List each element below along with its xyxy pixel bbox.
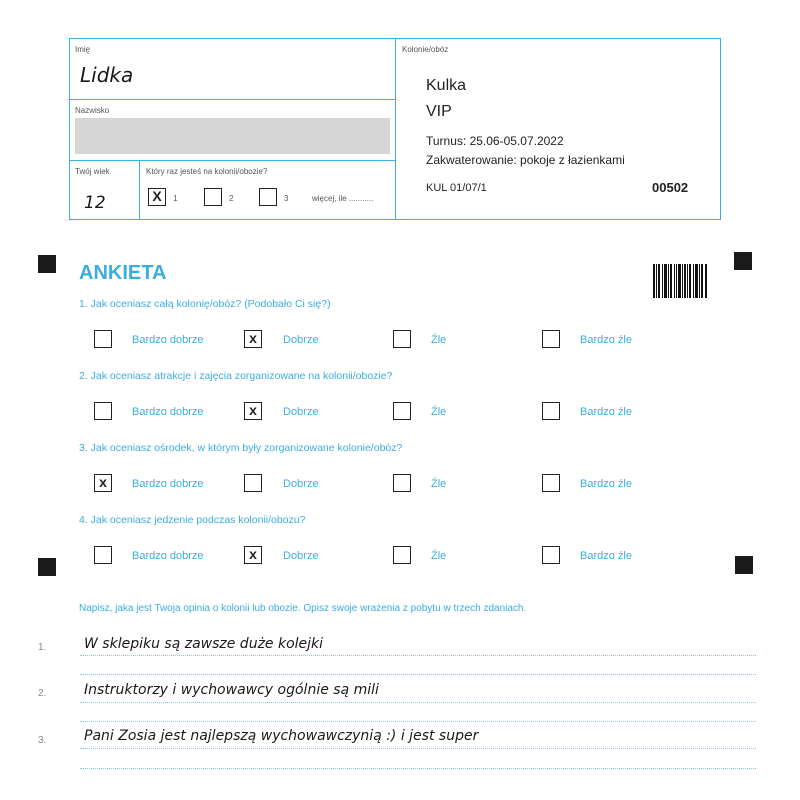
surname-label: Nazwisko bbox=[75, 106, 110, 115]
line-number: 1. bbox=[38, 642, 47, 653]
q3-option-good: Dobrze bbox=[283, 478, 319, 490]
dotted-line bbox=[80, 655, 756, 656]
q1-option-very-bad: Bardzo źle bbox=[580, 334, 632, 346]
registration-mark bbox=[735, 556, 753, 574]
line-number: 2. bbox=[38, 688, 47, 699]
question-1: 1. Jak oceniasz całą kolonię/obóz? (Podobało Ci się?) bbox=[79, 298, 331, 310]
q3-checkbox-bad[interactable] bbox=[393, 474, 411, 492]
q3-option-very-bad: Bardzo źle bbox=[580, 478, 632, 490]
dotted-line bbox=[80, 702, 756, 703]
q2-option-very-good: Bardzo dobrze bbox=[132, 406, 204, 418]
q1-option-good: Dobrze bbox=[283, 334, 319, 346]
q3-checkbox-good[interactable] bbox=[244, 474, 262, 492]
q4-checkbox-very-bad[interactable] bbox=[542, 546, 560, 564]
q1-option-bad: Źle bbox=[431, 334, 447, 346]
opinion-line-3[interactable]: Pani Zosia jest najlepszą wychowawczynią :) i jest super bbox=[84, 728, 479, 744]
age-label: Twój wiek bbox=[75, 167, 110, 176]
divider bbox=[139, 160, 140, 220]
name-label: Imię bbox=[75, 45, 91, 54]
divider bbox=[69, 99, 396, 100]
q2-option-bad: Źle bbox=[431, 406, 447, 418]
opinion-prompt: Napisz, jaka jest Twoja opinia o kolonii lub obozie. Opisz swoje wrażenia z pobytu w trzech zdaniach. bbox=[79, 603, 527, 614]
registration-mark bbox=[734, 252, 752, 270]
q3-option-bad: Źle bbox=[431, 478, 447, 490]
q3-checkbox-very-bad[interactable] bbox=[542, 474, 560, 492]
question-4: 4. Jak oceniasz jedzenie podczas kolonii/obozu? bbox=[79, 514, 306, 526]
form-code: KUL 01/07/1 bbox=[426, 182, 487, 194]
turnus: Turnus: 25.06-05.07.2022 bbox=[426, 134, 564, 148]
q2-option-good: Dobrze bbox=[283, 406, 319, 418]
q4-option-good: Dobrze bbox=[283, 550, 319, 562]
q2-checkbox-good[interactable]: x bbox=[244, 402, 262, 420]
camp-name: Kulka bbox=[426, 77, 467, 94]
camp-label: Kolonie/obóz bbox=[402, 45, 449, 54]
divider bbox=[69, 160, 396, 161]
surname-redacted bbox=[75, 118, 390, 154]
opinion-line-2[interactable]: Instruktorzy i wychowawcy ogólnie są mili bbox=[84, 682, 379, 698]
q1-checkbox-bad[interactable] bbox=[393, 330, 411, 348]
dotted-line bbox=[80, 748, 756, 749]
q2-checkbox-bad[interactable] bbox=[393, 402, 411, 420]
accommodation: Zakwaterowanie: pokoje z łazienkami bbox=[426, 153, 625, 167]
survey-title: ANKIETA bbox=[79, 262, 167, 284]
line-number: 3. bbox=[38, 735, 47, 746]
name-field[interactable]: Lidka bbox=[80, 63, 134, 87]
times-checkbox-1[interactable]: X bbox=[148, 188, 166, 206]
q1-checkbox-very-bad[interactable] bbox=[542, 330, 560, 348]
dotted-line bbox=[80, 674, 756, 675]
dotted-line bbox=[80, 768, 756, 769]
q1-checkbox-very-good[interactable] bbox=[94, 330, 112, 348]
q2-option-very-bad: Bardzo źle bbox=[580, 406, 632, 418]
age-field[interactable]: 12 bbox=[84, 193, 106, 213]
q4-checkbox-bad[interactable] bbox=[393, 546, 411, 564]
q4-option-very-good: Bardzo dobrze bbox=[132, 550, 204, 562]
times-checkbox-3[interactable] bbox=[259, 188, 277, 206]
q1-checkbox-good[interactable]: x bbox=[244, 330, 262, 348]
times-checkbox-2[interactable] bbox=[204, 188, 222, 206]
form-number: 00502 bbox=[652, 180, 689, 195]
q4-option-bad: Źle bbox=[431, 550, 447, 562]
registration-mark bbox=[38, 255, 56, 273]
times-option-3: 3 bbox=[284, 194, 289, 203]
q4-checkbox-very-good[interactable] bbox=[94, 546, 112, 564]
registration-mark bbox=[38, 558, 56, 576]
q4-checkbox-good[interactable]: x bbox=[244, 546, 262, 564]
times-option-2: 2 bbox=[229, 194, 234, 203]
q3-option-very-good: Bardzo dobrze bbox=[132, 478, 204, 490]
dotted-line bbox=[80, 721, 756, 722]
q3-checkbox-very-good[interactable]: x bbox=[94, 474, 112, 492]
question-2: 2. Jak oceniasz atrakcje i zajęcia zorganizowane na kolonii/obozie? bbox=[79, 370, 393, 382]
barcode-icon bbox=[653, 264, 707, 298]
times-label: Który raz jesteś na kolonii/obozie? bbox=[146, 167, 268, 176]
q1-option-very-good: Bardzo dobrze bbox=[132, 334, 204, 346]
q2-checkbox-very-bad[interactable] bbox=[542, 402, 560, 420]
camp-type: VIP bbox=[426, 103, 452, 120]
question-3: 3. Jak oceniasz ośrodek, w którym były zorganizowane kolonie/obóz? bbox=[79, 442, 403, 454]
times-option-more: więcej, ile ........... bbox=[312, 194, 374, 203]
opinion-line-1[interactable]: W sklepiku są zawsze duże kolejki bbox=[84, 636, 324, 652]
q2-checkbox-very-good[interactable] bbox=[94, 402, 112, 420]
barcode bbox=[653, 264, 707, 298]
q4-option-very-bad: Bardzo źle bbox=[580, 550, 632, 562]
times-option-1: 1 bbox=[173, 194, 178, 203]
